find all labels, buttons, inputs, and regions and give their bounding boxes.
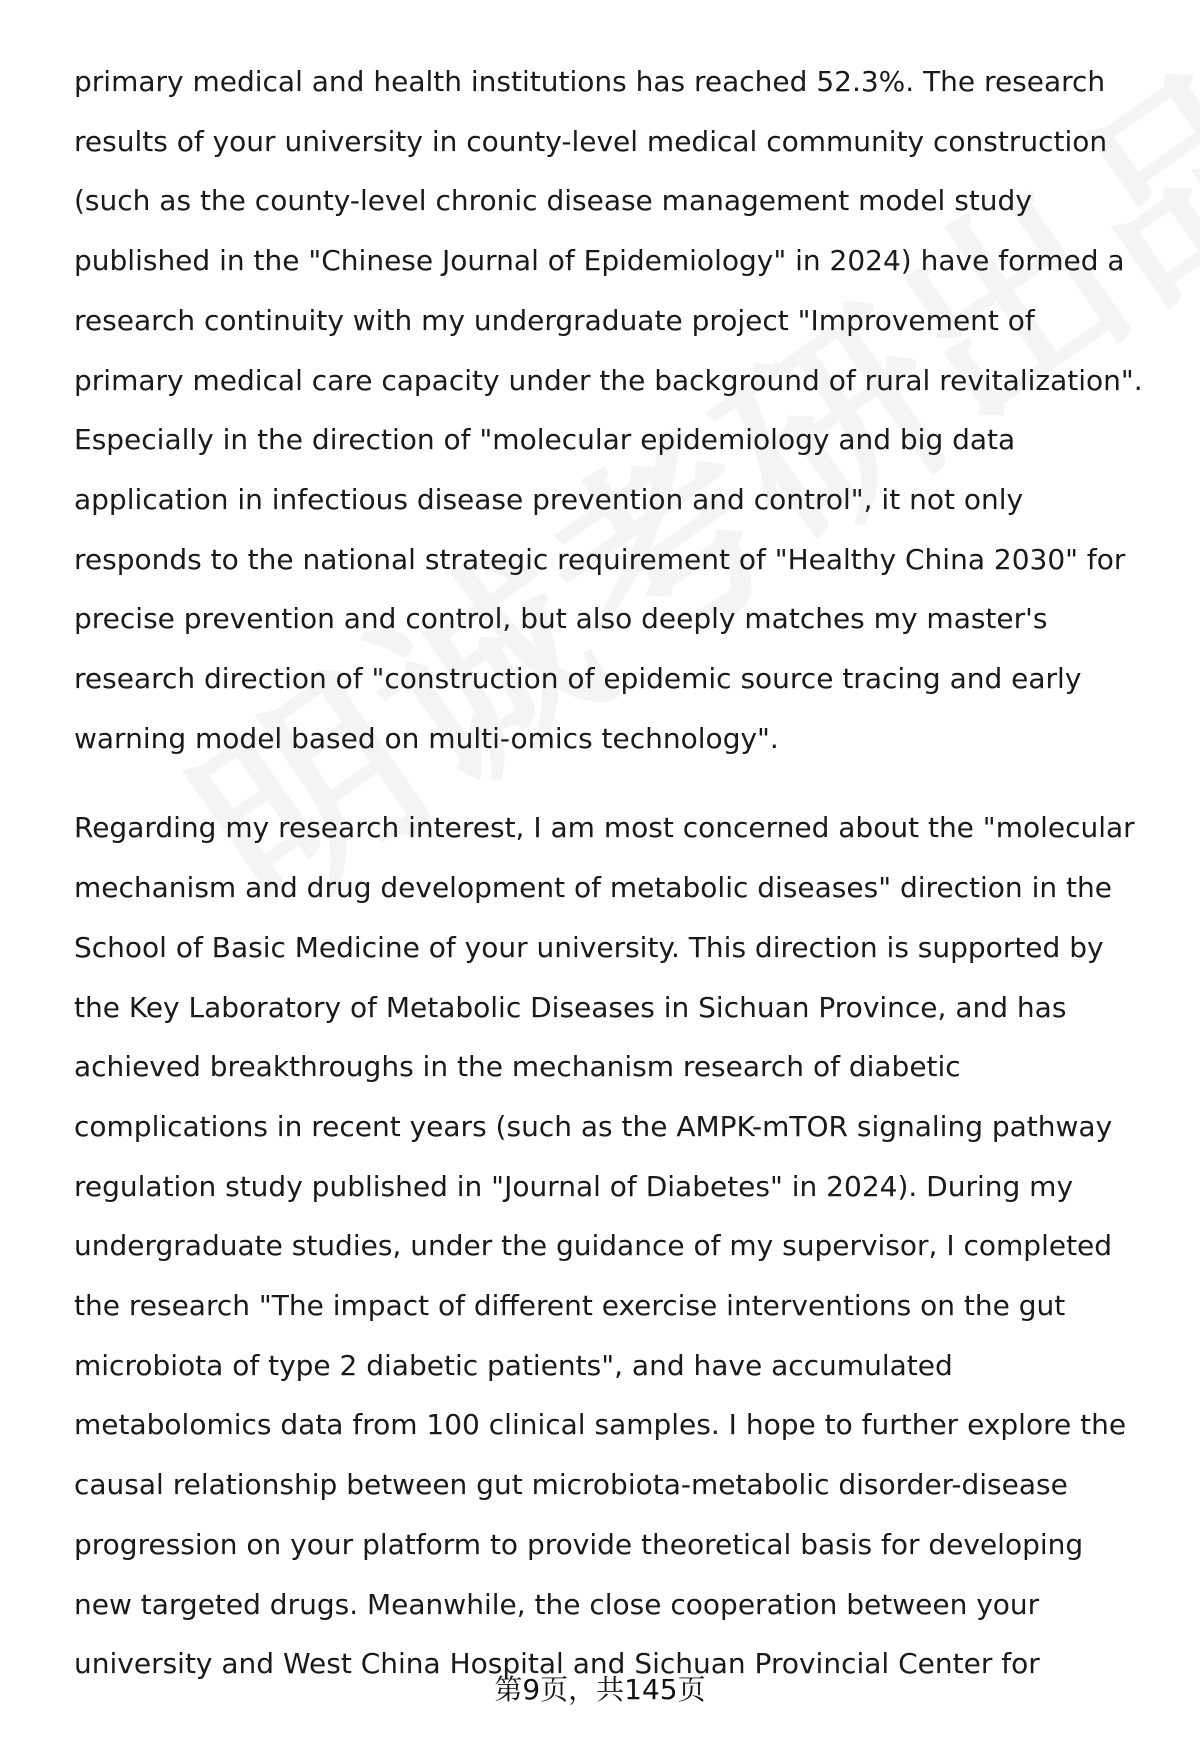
text-line: warning model based on multi-omics technology". [74, 721, 779, 755]
text-line: undergraduate studies, under the guidance of my supervisor, I completed [74, 1229, 1113, 1263]
text-line: application in infectious disease prevention and control", it not only [74, 482, 1024, 516]
paragraph [74, 52, 1154, 768]
text-line: microbiota of type 2 diabetic patients", and have accumulated [74, 1348, 953, 1382]
text-line: Regarding my research interest, I am most concerned about the "molecular [74, 811, 1135, 845]
text-line: primary medical care capacity under the background of rural revitalization". [74, 363, 1143, 397]
text-line: the Key Laboratory of Metabolic Diseases in Sichuan Province, and has [74, 990, 1067, 1024]
text-line: mechanism and drug development of metabolic diseases" direction in the [74, 871, 1112, 905]
text-line: (such as the county-level chronic disease management model study [74, 184, 1032, 218]
text-line: regulation study published in "Journal of Diabetes" in 2024). During my [74, 1169, 1074, 1203]
text-line: the research "The impact of different exercise interventions on the gut [74, 1289, 1066, 1323]
text-line: metabolomics data from 100 clinical samples. I hope to further explore the [74, 1408, 1127, 1442]
text-line: complications in recent years (such as the AMPK-mTOR signaling pathway [74, 1109, 1113, 1143]
text-line: achieved breakthroughs in the mechanism research of diabetic [74, 1050, 961, 1084]
text-line: research continuity with my undergraduate project "Improvement of [74, 303, 1035, 337]
text-line: School of Basic Medicine of your university. This direction is supported by [74, 930, 1104, 964]
text-line: results of your university in county-level medical community construction [74, 124, 1108, 158]
text-line: published in the "Chinese Journal of Epidemiology" in 2024) have formed a [74, 244, 1125, 278]
text-line: university and West China Hospital and Sichuan Provincial Center for [74, 1647, 1040, 1681]
text-line: research direction of "construction of epidemic source tracing and early [74, 662, 1082, 696]
text-line: Especially in the direction of "molecular epidemiology and big data [74, 423, 1016, 457]
text-line: responds to the national strategic requirement of "Healthy China 2030" for [74, 542, 1126, 576]
page-number-footer: 第9页，共145页 [494, 1673, 706, 1706]
text-line: causal relationship between gut microbiota-metabolic disorder-disease [74, 1468, 1068, 1502]
paragraph [74, 798, 1154, 1694]
text-line: progression on your platform to provide theoretical basis for developing [74, 1527, 1084, 1561]
text-line: new targeted drugs. Meanwhile, the close cooperation between your [74, 1587, 1040, 1621]
text-line: primary medical and health institutions has reached 52.3%. The research [74, 65, 1106, 98]
document-body [74, 52, 1154, 1694]
text-line: precise prevention and control, but also deeply matches my master's [74, 602, 1048, 636]
